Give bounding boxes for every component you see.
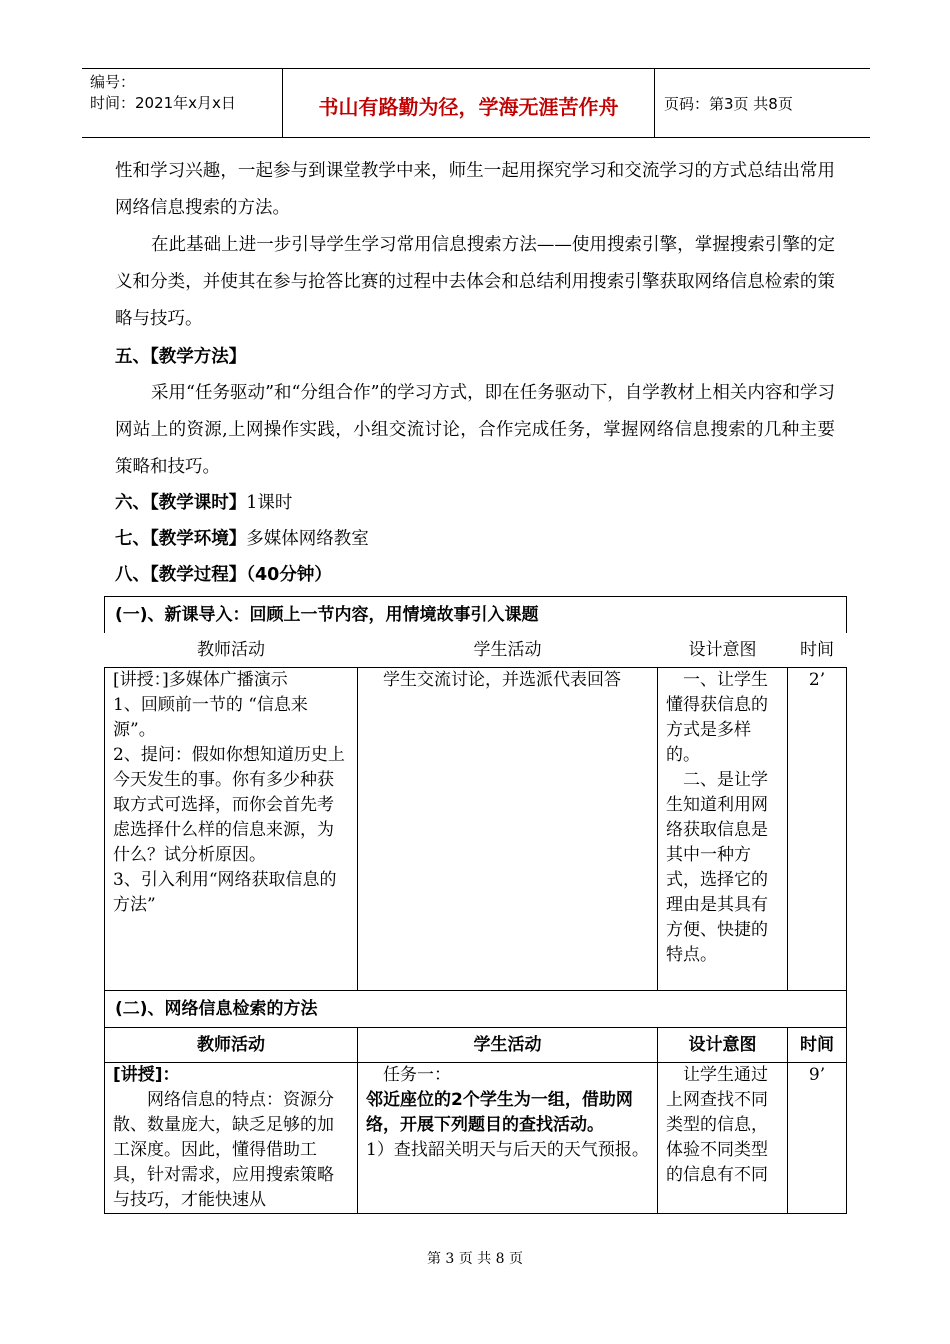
time-cell — [788, 1063, 847, 1214]
page-header — [82, 68, 870, 138]
document-date-label: 时间：2021年x月x日 — [90, 94, 236, 112]
time-value: 9’ — [808, 1065, 826, 1085]
teacher-activity-cell — [105, 668, 358, 991]
column-header-design: 设计意图 — [658, 1028, 788, 1063]
student-task-bold: 邻近座位的2个学生为一组，借助网络，开展下列题目的查找活动。 — [366, 1090, 633, 1135]
table-section-title: (二)、网络信息检索的方法 — [105, 991, 847, 1028]
section-value: 1课时 — [246, 493, 293, 513]
section-title: 【教学课时】 — [150, 493, 247, 513]
student-activity-cell — [358, 1063, 658, 1214]
teacher-line: 2、提问：假如你想知道历史上今天发生的事。你有多少种获取方式可选择，而你会首先考虑选择什么样的信息来源，为什么？试分析原因。 — [113, 745, 345, 865]
time-cell — [788, 668, 847, 991]
column-header-teacher: 教师活动 — [197, 639, 265, 660]
section-number: 五、 — [115, 347, 150, 367]
column-header-student: 学生活动 — [473, 639, 542, 660]
process-table-intro — [104, 596, 847, 1214]
teacher-activity-cell — [105, 1063, 358, 1214]
section-value: 多媒体网络教室 — [246, 529, 369, 549]
section-title: 【教学环境】 — [150, 529, 247, 549]
header-meta — [90, 72, 280, 114]
design-intent-cell — [658, 1063, 788, 1214]
design-text: 让学生通过上网查找不同类型的信息，体验不同类型的信息有不同 — [666, 1065, 768, 1185]
design-intent-cell — [658, 668, 788, 991]
column-header-teacher: 教师活动 — [105, 1028, 358, 1063]
section-heading-hours — [115, 491, 292, 515]
section-heading-process — [115, 563, 332, 587]
section-number: 八、 — [115, 565, 150, 585]
document-number-label: 编号： — [90, 73, 136, 91]
paragraph-methods: 采用“任务驱动”和“分组合作”的学习方式，即在任务驱动下，自学教材上相关内容和学习网站上的资源,上网操作实践，小组交流讨论，合作完成任务，掌握网络信息搜索的几种主要策略和技巧。 — [115, 383, 835, 477]
teacher-line: 1、回顾前一节的 “信息来源”。 — [113, 695, 308, 740]
section-heading-methods — [115, 345, 246, 369]
student-activity-cell — [358, 668, 658, 991]
paragraph-continuation: 性和学习兴趣，一起参与到课堂教学中来，师生一起用探究学习和交流学习的方式总结出常用网络信息搜索的方法。 — [115, 161, 835, 218]
teacher-line: [讲授：]多媒体广播演示 — [113, 670, 288, 690]
page-footer: 第 3 页 共 8 页 — [426, 1251, 524, 1267]
header-motto: 书山有路勤为径，学海无涯苦作舟 — [318, 95, 619, 119]
student-task-label: 任务一： — [383, 1065, 451, 1085]
section-title: 【教学方法】 — [150, 347, 247, 367]
header-page-number: 页码：第3页 共8页 — [664, 95, 793, 113]
design-line: 二、是让学生知道利用网络获取信息是其中一种方式，选择它的理由是其具有方便、快捷的特点。 — [666, 770, 768, 965]
table-section-title: (一)、新课导入：回顾上一节内容，用情境故事引入课题 — [105, 597, 847, 634]
column-header-time: 时间 — [800, 639, 835, 660]
teacher-body: 网络信息的特点：资源分散、数量庞大，缺乏足够的加工深度。因此，懂得借助工具，针对需求，应用搜索策略与技巧，才能快速从 — [113, 1090, 334, 1210]
header-divider — [654, 69, 655, 137]
student-task-item: 1）查找韶关明天与后天的天气预报。 — [366, 1140, 649, 1160]
paragraph-search-engine: 在此基础上进一步引导学生学习常用信息搜索方法——使用搜索引擎，掌握搜索引擎的定义和分类，并使其在参与抢答比赛的过程中去体会和总结利用搜索引擎获取网络信息检索的策略与技巧。 — [115, 235, 835, 329]
design-line: 一、让学生懂得获信息的方式是多样的。 — [666, 670, 768, 765]
section-title: 【教学过程】（40分钟） — [150, 565, 332, 585]
section-heading-environment — [115, 527, 369, 551]
section-number: 六、 — [115, 493, 150, 513]
column-header-design: 设计意图 — [688, 639, 757, 660]
column-header-student: 学生活动 — [358, 1028, 658, 1063]
student-activity-text: 学生交流讨论，并选派代表回答 — [383, 670, 621, 690]
teacher-line: 3、引入利用“网络获取信息的方法” — [113, 870, 337, 915]
column-header-time: 时间 — [788, 1028, 847, 1063]
section-number: 七、 — [115, 529, 150, 549]
time-value: 2’ — [808, 670, 826, 690]
teacher-title: [讲授]： — [113, 1065, 180, 1085]
